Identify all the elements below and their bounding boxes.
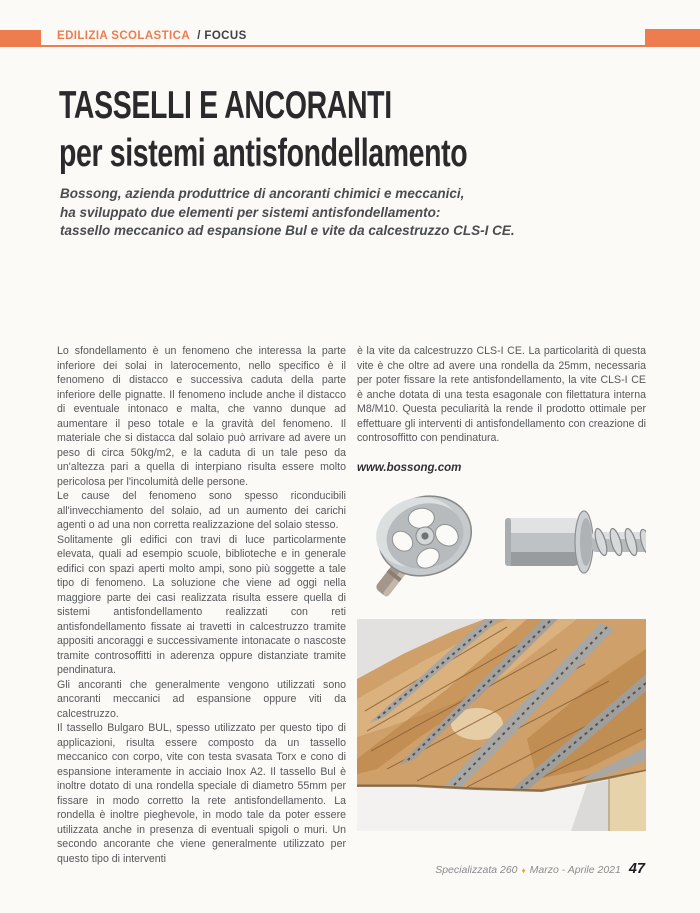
article-title-line2: per sistemi antisfondellamento bbox=[59, 132, 468, 175]
article-paragraph: è la vite da calcestruzzo CLS-I CE. La particolarità di questa vite è che oltre ad avere una rondella da 25mm, necessaria per poter fissare la rete antisfondellamento, la vite CLS-I CE è anche dotata di una testa esagonale con filettatura interna M8/M10. Questa peculiarità la rende il prodotto ottimale per effettuare gli interventi di antisfondellamento con creazione di controsoffitto con pendinatura. bbox=[357, 345, 646, 444]
product-photos bbox=[357, 484, 646, 607]
standfirst-line: tassello meccanico ad espansione Bul e vite da calcestruzzo CLS-I CE. bbox=[60, 223, 515, 238]
article-standfirst bbox=[60, 185, 515, 241]
page-number: 47 bbox=[628, 861, 645, 877]
photo-wall-corner bbox=[609, 771, 646, 831]
anchor-products-image bbox=[357, 484, 646, 602]
section-label: EDILIZIA SCOLASTICA bbox=[57, 30, 190, 42]
header-rule bbox=[0, 45, 646, 47]
article-paragraph: Gli ancoranti che generalmente vengono utilizzati sono ancoranti meccanici ad espansione oppure viti da calcestruzzo. bbox=[57, 678, 346, 720]
article-paragraph: Il tassello Bulgaro BUL, spesso utilizzato per questo tipo di applicazioni, risulta essere composto da un tassello meccanico con corpo, vite con testa svasata Torx e cono di espansione interamente in acciaio Inox A2. Il tassello Bul è inoltre dotato di una rondella speciale di diametro 55mm per fissare in modo corretto la rete antisfondellamento. La rondella è inoltre pieghevole, in modo tale da poter essere utilizzata anche in presenza di eventuali spigoli o muri. Un secondo ancorante che viene generalmente utilizzato per questo tipo di interventi bbox=[57, 722, 346, 865]
screw-flange bbox=[575, 511, 593, 573]
magazine-issue: Specializzata 260 bbox=[435, 864, 518, 876]
right-column bbox=[357, 344, 646, 866]
focus-label: / FOCUS bbox=[197, 30, 247, 42]
article-title-line1: TASSELLI E ANCORANTI bbox=[59, 84, 392, 127]
article-paragraph: Lo sfondellamento è un fenomeno che interessa la parte inferiore dei solai in laterocemento, nello specifico è il fenomeno di distacco e successiva caduta della parte inferiore delle pignatte. Il fenomeno include anche il distacco di eventuale intonaco e malta, che vanno dunque ad aumentare il peso totale e la gravità del fenomeno. Il materiale che si distacca dal solaio può arrivare ad avere un peso di circa 50kg/m2, e la caduta di un tale peso da un'altezza pari a quella di interpiano risulta essere molto pericolosa per l'incolumità delle persone. bbox=[57, 345, 346, 488]
issue-date: Marzo - Aprile 2021 bbox=[529, 864, 621, 876]
section-header bbox=[57, 30, 247, 42]
anchor-washer-wheel bbox=[367, 484, 482, 588]
standfirst-line: Bossong, azienda produttrice di ancoranti chimici e meccanici, bbox=[60, 186, 465, 201]
left-column bbox=[57, 344, 346, 866]
ceiling-damage-photo bbox=[357, 619, 646, 831]
website-url: www.bossong.com bbox=[357, 461, 462, 474]
diamond-icon: ♦ bbox=[521, 866, 526, 875]
standfirst-line: ha sviluppato due elementi per sistemi antisfondellamento: bbox=[60, 204, 441, 220]
screw-hex-head bbox=[505, 518, 579, 566]
article-body bbox=[57, 344, 646, 866]
cls-screw-image bbox=[505, 511, 646, 573]
article-paragraph: Solitamente gli edifici con travi di luce particolarmente elevata, quali ad esempio scuole, biblioteche e in generale edifici con spazi aperti molto ampi, sono più soggette a tale tipo di fenomeno. La soluzione che viene ad oggi nella maggiore parte dei casi realizzata risulta essere quella di sistemi antisfondellamento realizzati con reti antisfondellamento fissate ai travetti in calcestruzzo tramite appositi ancoraggi e successivamente intonacate o nascoste tramite controsoffitti in aderenza oppure distanziate tramite pendinatura. bbox=[57, 533, 346, 676]
screw-threaded-shaft bbox=[592, 527, 646, 556]
article-title bbox=[59, 82, 618, 178]
ceiling-damage-image bbox=[357, 619, 646, 831]
article-paragraph: Le cause del fenomeno sono spesso riconducibili all'invecchiamento del solaio, ad un aumento dei carichi agenti o ad una non corretta realizzazione del solaio stesso. bbox=[57, 490, 346, 531]
header-accent-block-right bbox=[645, 29, 700, 47]
page-footer bbox=[435, 861, 645, 877]
bul-anchor-image bbox=[367, 484, 482, 598]
